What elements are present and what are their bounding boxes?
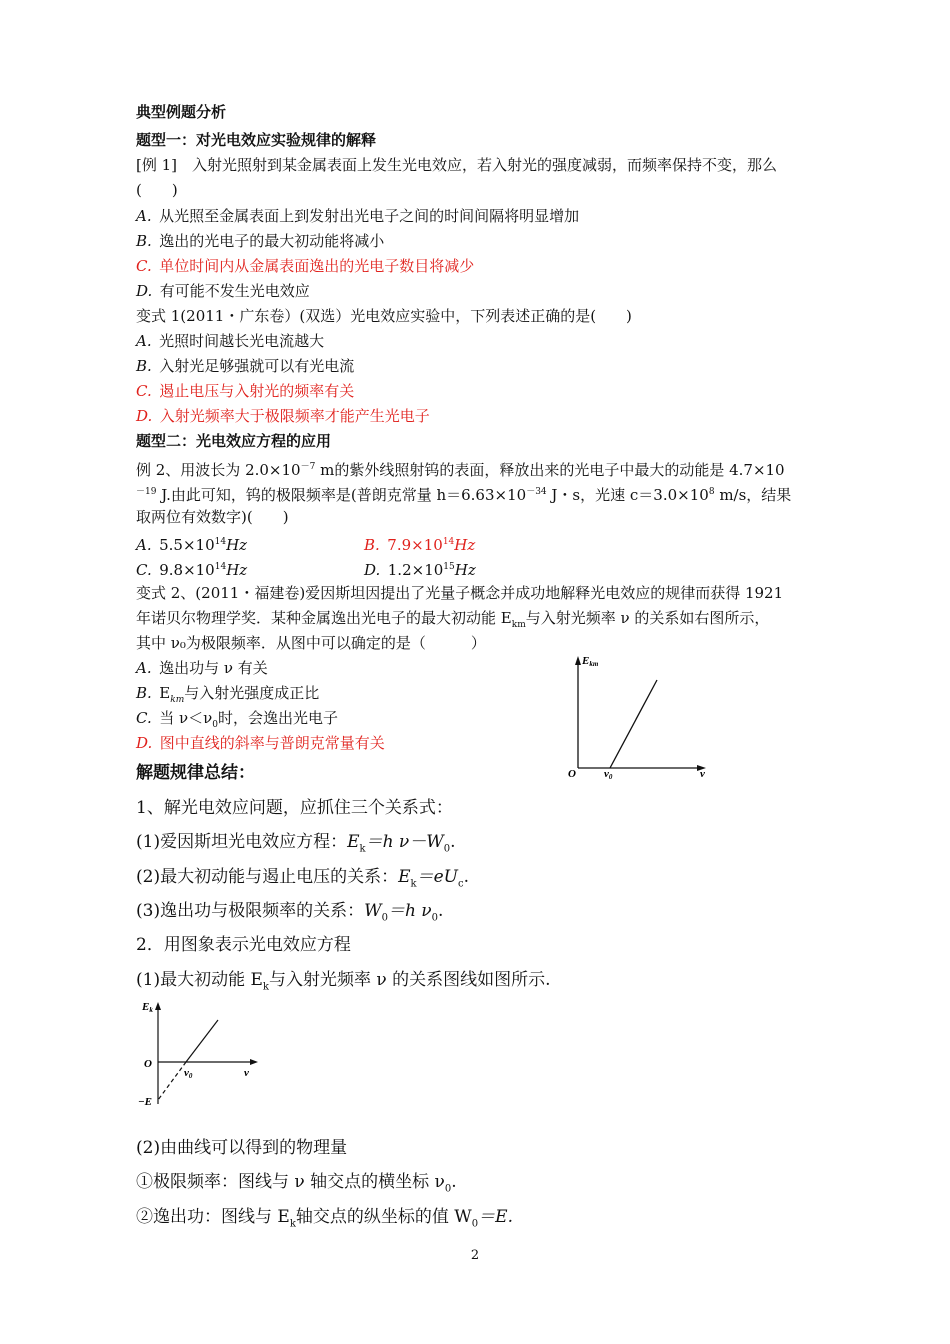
example2-line3: 取两位有效数字)( ) (136, 508, 289, 526)
example2-line1: 例 2、用波长为 $2.0\times 10^{-7}$ m的紫外线照射钨的表面，释放出来的光电子中最大的动能是 4.7×10 (136, 461, 785, 479)
graph2-line (186, 1020, 218, 1062)
graph2-origin: O (144, 1058, 152, 1070)
ekm-frequency-graph (560, 650, 710, 786)
graph1-line (610, 680, 657, 768)
graph2-y-label: Ek (142, 1001, 153, 1014)
type1-heading: 题型一：对光电效应实验规律的解释 (136, 131, 377, 149)
variant2-option-d: D. 图中直线的斜率与普朗克常量有关 (136, 734, 385, 752)
variant2-option-a: A. 逸出功与 ν 有关 (136, 659, 268, 677)
example1-option-a: A. 从光照至金属表面上到发射出光电子之间的时间间隔将明显增加 (136, 207, 580, 225)
graph1-y-label: Ekm (582, 655, 599, 668)
variant2-line1: 变式 2、(2011・福建卷)爱因斯坦因提出了光量子概念并成功地解释光电效应的规律而获得 1921 (136, 584, 784, 602)
variant2-line2: 年诺贝尔物理学奖．某种金属逸出光电子的最大初动能 $E_{km}$与入射光频率 ν 的关系如右图所示， (136, 609, 770, 630)
example1-option-d: D. 有可能不发生光电效应 (136, 282, 310, 300)
graph2-nu0: ν0 (184, 1067, 193, 1080)
summary-p6: ②逸出功：图线与 $E_k$轴交点的纵坐标的值 $W_0=E$. (136, 1207, 513, 1230)
section-title: 典型例题分析 (136, 103, 227, 121)
graph2-y-arrow (155, 1002, 161, 1010)
example2-line2: $^{-19}$ J.由此可知，钨的极限频率是(普朗克常量 $h=6.63\times 10^{-34}$ J・s，光速 $c=3.0\times 10^8$ m/s，结果 (136, 486, 792, 504)
page-number: 2 (470, 1248, 480, 1263)
variant1-option-c: C. 遏止电压与入射光的频率有关 (136, 382, 355, 400)
variant1-line: 变式 1(2011・广东卷）(双选）光电效应实验中，下列表述正确的是( ) (136, 307, 632, 325)
example1-option-c: C. 单位时间内从金属表面逸出的光电子数目将减少 (136, 257, 475, 275)
example2-option-c: C. $9.8\times 10^{14}Hz$ (136, 561, 248, 579)
graph1-x-label: ν (700, 768, 705, 780)
graph2-x-label: ν (244, 1067, 249, 1079)
graph1-nu0: ν0 (604, 768, 613, 781)
summary-heading: 解题规律总结： (136, 763, 255, 783)
graph2-dashed-extension (158, 1062, 186, 1100)
example2-option-b: B. $7.9\times 10^{14}Hz$ (364, 536, 476, 554)
type2-heading: 题型二：光电效应方程的应用 (136, 432, 332, 450)
variant2-option-b: B. $E_{km}$与入射光强度成正比 (136, 684, 320, 705)
example2-option-d: D. $1.2\times 10^{15}Hz$ (364, 561, 476, 579)
summary-eq2: (2)最大初动能与遏止电压的关系：$E_k=eU_c$. (136, 867, 469, 890)
variant2-option-c: C. 当 $\nu<\nu_0$时，会逸出光电子 (136, 709, 338, 730)
example1-line2: ( ) (136, 181, 178, 199)
example2-option-a: A. $5.5\times 10^{14}Hz$ (136, 536, 248, 554)
ek-frequency-graph (134, 996, 264, 1114)
summary-eq3: (3)逸出功与极限频率的关系：$W_0=h$ $\nu_0$. (136, 901, 444, 924)
graph1-origin: O (568, 768, 576, 780)
variant1-option-b: B. 入射光足够强就可以有光电流 (136, 357, 355, 375)
variant1-option-a: A. 光照时间越长光电流越大 (136, 332, 325, 350)
graph1-y-arrow (575, 656, 581, 665)
graph2-x-arrow (250, 1059, 258, 1065)
example1-line1: [例 1] 入射光照射到某金属表面上发生光电效应，若入射光的强度减弱，而频率保持不变，那么 (136, 156, 778, 174)
summary-p3: (1)最大初动能 $E_k$与入射光频率 ν 的关系图线如图所示. (136, 970, 551, 993)
summary-p5: ①极限频率：图线与 ν 轴交点的横坐标 $\nu_0$. (136, 1172, 457, 1195)
summary-p4: (2)由曲线可以得到的物理量 (136, 1138, 348, 1158)
variant1-option-d: D. 入射光频率大于极限频率才能产生光电子 (136, 407, 430, 425)
graph2-neg-e: −E (138, 1096, 153, 1108)
example1-option-b: B. 逸出的光电子的最大初动能将减小 (136, 232, 385, 250)
summary-p2: 2．用图象表示光电效应方程 (136, 935, 351, 955)
summary-p1: 1、解光电效应问题，应抓住三个关系式： (136, 798, 453, 818)
variant2-line3: 其中 ν₀为极限频率．从图中可以确定的是（ ） (136, 634, 486, 652)
summary-eq1: (1)爱因斯坦光电效应方程：$E_k=h$ $\nu-W_0$. (136, 832, 456, 855)
